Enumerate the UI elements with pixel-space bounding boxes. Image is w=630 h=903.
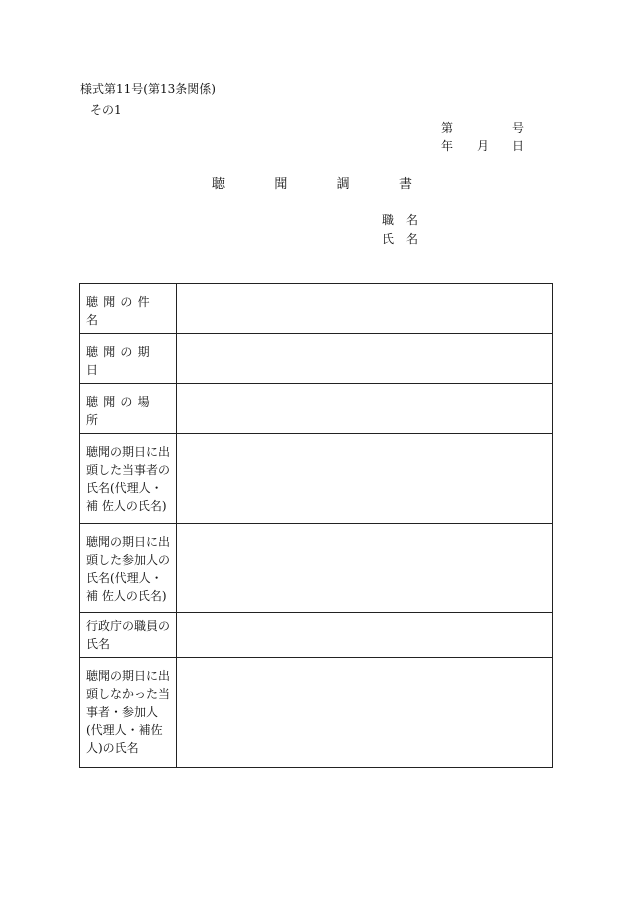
table-row [80,284,553,334]
row-value-hearing-date [177,334,552,342]
position-label-b: 名 [406,213,419,227]
signature-name [382,230,418,247]
row-label-attending-parties: 聴聞の期日に出 頭した当事者の 氏名(代理人・補 佐人の氏名) [86,445,171,513]
row-label-absent-persons: 聴聞の期日に出 頭しなかった当 事者・参加人 (代理人・補佐 人)の氏名 [86,669,171,755]
row-value-attending-participants [177,524,552,532]
table-row [80,434,553,524]
name-label-b: 名 [406,232,419,246]
row-label-hearing-date: 聴聞の期日 [86,345,155,377]
row-value-absent-persons [177,658,552,666]
row-value-attending-parties [177,434,552,442]
document-number-suffix: 号 [512,121,525,135]
row-label-agency-staff: 行政庁の職員の 氏名 [86,619,171,651]
title-char: 聞 [274,177,288,192]
row-value-agency-staff [177,613,552,621]
form-number: 様式第11号(第13条関係) [80,82,216,96]
date-year-label: 年 [441,139,454,153]
document-number-prefix: 第 [441,121,454,135]
date-month-label: 月 [477,139,490,153]
signature-position [382,211,418,228]
title-char: 聴 [212,177,226,192]
table-row [80,384,553,434]
table-row [80,524,553,613]
form-sub-number: その1 [90,103,122,117]
position-label-a: 職 [382,213,395,227]
date-day-label: 日 [512,139,525,153]
row-value-case-name [177,284,552,292]
row-label-attending-participants: 聴聞の期日に出 頭した参加人の 氏名(代理人・補 佐人の氏名) [86,535,171,603]
title-char: 書 [398,177,412,192]
title-char: 調 [336,177,350,192]
document-title [212,173,412,192]
hearing-record-table [79,283,553,768]
table-row [80,658,553,768]
row-label-hearing-place: 聴聞の場所 [86,395,155,427]
table-row [80,334,553,384]
row-label-case-name: 聴聞の件名 [86,295,155,327]
table-row [80,613,553,658]
row-value-hearing-place [177,384,552,392]
name-label-a: 氏 [382,232,395,246]
